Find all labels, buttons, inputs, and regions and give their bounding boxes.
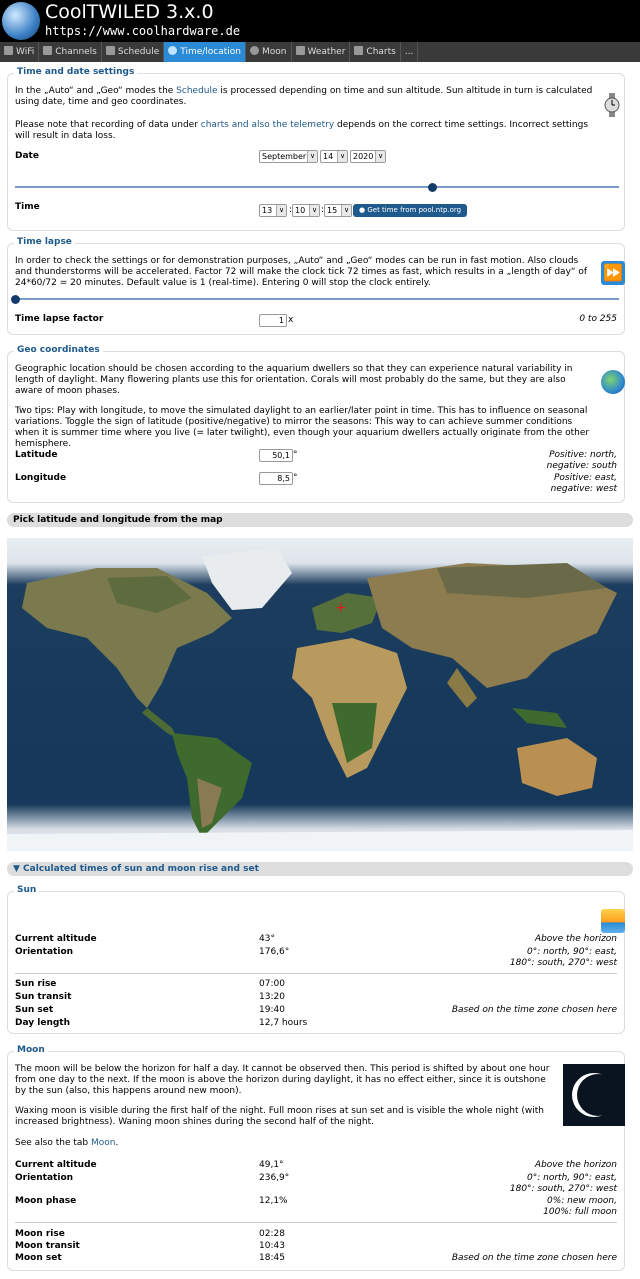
- longitude-label: Longitude: [15, 473, 67, 483]
- sun-transit-value: 13:20: [259, 992, 285, 1002]
- tab-schedule[interactable]: Schedule: [102, 42, 164, 62]
- time-lapse-slider[interactable]: [15, 298, 619, 300]
- chevron-down-icon: ∨: [309, 205, 319, 216]
- moon-visibility: Waxing moon is visible during the first half of the night. Full moon rises at sun set and is visible the whole night (with increased brightness). Waning moon shines during the second half of the night.: [15, 1106, 544, 1127]
- moon-see-also: See also the tab Moon.: [15, 1138, 119, 1148]
- time-label: Time: [15, 202, 40, 212]
- globe-icon: [168, 46, 177, 55]
- minute-select[interactable]: 10 ∨: [292, 204, 320, 217]
- charts-link[interactable]: charts and also the telemetry: [200, 120, 335, 130]
- latitude-input[interactable]: 50,1: [259, 449, 293, 462]
- moon-orientation-value: 236,9°: [259, 1173, 290, 1183]
- moon-orientation-note: 0°: north, 90°: east, 180°: south, 270°: west: [509, 1173, 617, 1194]
- sun-orientation-note: 0°: north, 90°: east, 180°: south, 270°: west: [509, 947, 617, 968]
- sun-timezone-note: Based on the time zone chosen here: [451, 1005, 617, 1015]
- moon-altitude-value: 49,1°: [259, 1160, 284, 1170]
- geo-tips: Two tips: Play with longitude, to move the simulated daylight to an earlier/later point in time. This has to influence on seasonal variations. Toggle the sign of latitude (positive/negative) to mirror the seasons: This way to can achieve summer conditions when it is summer time where you live (= later twilight), even though your aquarium dwellers actually originate from the other hemisphere.: [15, 406, 590, 449]
- moon-icon: [250, 46, 259, 55]
- tab-charts[interactable]: Charts: [350, 42, 400, 62]
- schedule-link[interactable]: Schedule: [176, 86, 218, 96]
- location-marker: +: [335, 600, 347, 616]
- moon-transit-value: 10:43: [259, 1241, 285, 1251]
- divider: [15, 1222, 617, 1223]
- clock-icon: ●: [359, 206, 368, 214]
- second-select[interactable]: 15 ∨: [324, 204, 352, 217]
- moon-timezone-note: Based on the time zone chosen here: [451, 1253, 617, 1263]
- moon-phase-label: Moon phase: [15, 1196, 77, 1206]
- day-length-value: 12,7 hours: [259, 1018, 308, 1028]
- moon-transit-label: Moon transit: [15, 1241, 80, 1251]
- section-title: Sun: [14, 885, 39, 895]
- weather-icon: [296, 46, 305, 55]
- time-lapse-text: In order to check the settings or for demonstration purposes, „Auto“ and „Geo“ modes can be run in fast motion. Also clouds and thunderstorms will be accelerated. Factor 72 will make the clock tick 72 times as fast, which results in a „length of day“ of 24*60/72 = 20 minutes. Default value is 1 (real-time). Entering 0 will stop the clock entirely.: [15, 256, 588, 288]
- day-length-label: Day length: [15, 1018, 71, 1028]
- time-lapse-factor-label: Time lapse factor: [15, 314, 104, 324]
- time-lapse-slider-handle[interactable]: [11, 295, 20, 304]
- charts-icon: [354, 46, 363, 55]
- longitude-input[interactable]: 8,5: [259, 472, 293, 485]
- tab-wifi[interactable]: WiFi: [0, 42, 39, 62]
- calc-section-header[interactable]: ▼ Calculated times of sun and moon rise and set: [7, 862, 633, 876]
- moon-rise-label: Moon rise: [15, 1229, 65, 1239]
- moon-rise-value: 02:28: [259, 1229, 285, 1239]
- divider: [15, 973, 617, 974]
- moon-section: [7, 1045, 625, 1271]
- date-label: Date: [15, 151, 39, 161]
- time-date-section: Time and date settings In the „Auto“ and „Geo“ modes the Schedule is processed depending on time and sun altitude. Sun altitude in turn is calculated using date, time and geo coordinates. Please note that recording of data under charts and also the telemetry depends on the correct time settings. Incorrect settings will result in data loss. Date September ∨ 14 ∨ 2020 ∨ Time 13 ∨ : 10 ∨ : 15 ∨ ● Get time from pool.ntp.org: [7, 73, 625, 231]
- section-title: Time lapse: [14, 237, 75, 247]
- time-lapse-factor-input[interactable]: 1: [259, 314, 287, 327]
- app-url: https://www.coolhardware.de: [45, 24, 241, 38]
- map-section-header: Pick latitude and longitude from the map: [7, 513, 633, 527]
- section-title: Moon: [14, 1045, 48, 1055]
- sun-orientation-label: Orientation: [15, 947, 74, 957]
- latitude-hint: Positive: north, negative: south: [546, 450, 617, 471]
- moon-phase-icon: [563, 1064, 625, 1126]
- chevron-down-icon: ∨: [341, 205, 351, 216]
- tab-time-location[interactable]: Time/location: [164, 42, 246, 62]
- chevron-down-icon: ∨: [337, 151, 347, 162]
- sun-set-value: 19:40: [259, 1005, 285, 1015]
- sun-set-label: Sun set: [15, 1005, 54, 1015]
- globe-icon: [601, 370, 625, 394]
- day-select[interactable]: 14 ∨: [320, 150, 348, 163]
- time-date-note: Please note that recording of data under charts and also the telemetry depends on the correct time settings. Incorrect settings will result in data loss.: [15, 120, 589, 141]
- sun-altitude-value: 43°: [259, 934, 275, 944]
- tab-more[interactable]: ...: [401, 42, 419, 62]
- wifi-icon: [4, 46, 13, 55]
- chevron-down-icon: ∨: [276, 205, 286, 216]
- watch-icon: [604, 93, 620, 117]
- longitude-hint: Positive: east, negative: west: [550, 473, 617, 494]
- moon-tab-link[interactable]: Moon: [90, 1138, 116, 1148]
- moon-intro: The moon will be below the horizon for half a day. It cannot be observed then. This period is shifted by about one hour from one day to the next. If the moon is above the horizon during daylight, it has no effect either, since it is outshone by the sun (also, this happens around new moon).: [15, 1064, 550, 1096]
- tab-moon[interactable]: Moon: [246, 42, 291, 62]
- sun-orientation-value: 176,6°: [259, 947, 290, 957]
- sun-rise-label: Sun rise: [15, 979, 57, 989]
- month-select[interactable]: September ∨: [259, 150, 318, 163]
- time-date-intro: In the „Auto“ and „Geo“ modes the Schedule is processed depending on time and sun altitude. Sun altitude in turn is calculated using date, time and geo coordinates.: [15, 86, 593, 107]
- sun-transit-label: Sun transit: [15, 992, 72, 1002]
- chevron-down-icon: ∨: [307, 151, 317, 162]
- geo-section: Geo coordinates Geographic location should be chosen according to the aquarium dwellers so that they can experience natural variability in length of daylight. Many flowering plants use this for orientation. Corals will most probably do the same, but they are also aware of moon phases. Two tips: Play with longitude, to move the simulated daylight to an earlier/later point in time. This has to influence on seasonal variations. Toggle the sign of latitude (positive/negative) to mirror the seasons: This way to can achieve summer conditions when it is summer time where you live (= later twilight), even though your aquarium dwellers actually originate from the other hemisphere. Latitude 50,1 ° Positive: north, negative: south Longitude 8,5 ° Positive: east, negative: west: [7, 351, 625, 503]
- date-slider-handle[interactable]: [428, 183, 437, 192]
- tab-channels[interactable]: Channels: [39, 42, 102, 62]
- sunrise-icon: [601, 909, 625, 933]
- hour-select[interactable]: 13 ∨: [259, 204, 287, 217]
- moon-set-label: Moon set: [15, 1253, 62, 1263]
- moon-set-value: 18:45: [259, 1253, 285, 1263]
- geo-intro: Geographic location should be chosen according to the aquarium dwellers so that they can experience natural variability in length of daylight. Many flowering plants use this for orientation. Corals will most probably do the same, but they are also aware of moon phases.: [15, 364, 573, 396]
- year-select[interactable]: 2020 ∨: [350, 150, 386, 163]
- logo-icon: [2, 2, 40, 40]
- time-lapse-range: 0 to 255: [579, 314, 617, 324]
- sun-altitude-label: Current altitude: [15, 934, 97, 944]
- ntp-time-button[interactable]: ● Get time from pool.ntp.org: [353, 204, 467, 217]
- moon-orientation-label: Orientation: [15, 1173, 74, 1183]
- fast-forward-icon: ⏩: [601, 261, 625, 285]
- main-nav: [0, 42, 640, 62]
- channels-icon: [43, 46, 52, 55]
- moon-phase-note: 0%: new moon, 100%: full moon: [543, 1196, 617, 1217]
- sun-section: [7, 885, 625, 1034]
- schedule-icon: [106, 46, 115, 55]
- moon-phase-value: 12,1%: [259, 1196, 288, 1206]
- moon-altitude-label: Current altitude: [15, 1160, 97, 1170]
- time-lapse-section: [7, 237, 625, 335]
- section-title: Time and date settings: [14, 67, 137, 77]
- world-map[interactable]: [7, 538, 633, 851]
- tab-weather[interactable]: Weather: [292, 42, 351, 62]
- section-title: Geo coordinates: [14, 345, 103, 355]
- sun-altitude-note: Above the horizon: [534, 934, 617, 944]
- app-title: CoolTWILED 3.x.0: [45, 1, 214, 23]
- moon-altitude-note: Above the horizon: [534, 1160, 617, 1170]
- date-slider[interactable]: [15, 186, 619, 188]
- chevron-down-icon: ∨: [375, 151, 385, 162]
- world-map-image: [7, 538, 633, 851]
- latitude-label: Latitude: [15, 450, 58, 460]
- time-lapse-unit: x: [288, 315, 294, 325]
- sun-rise-value: 07:00: [259, 979, 285, 989]
- app-header: [0, 0, 640, 42]
